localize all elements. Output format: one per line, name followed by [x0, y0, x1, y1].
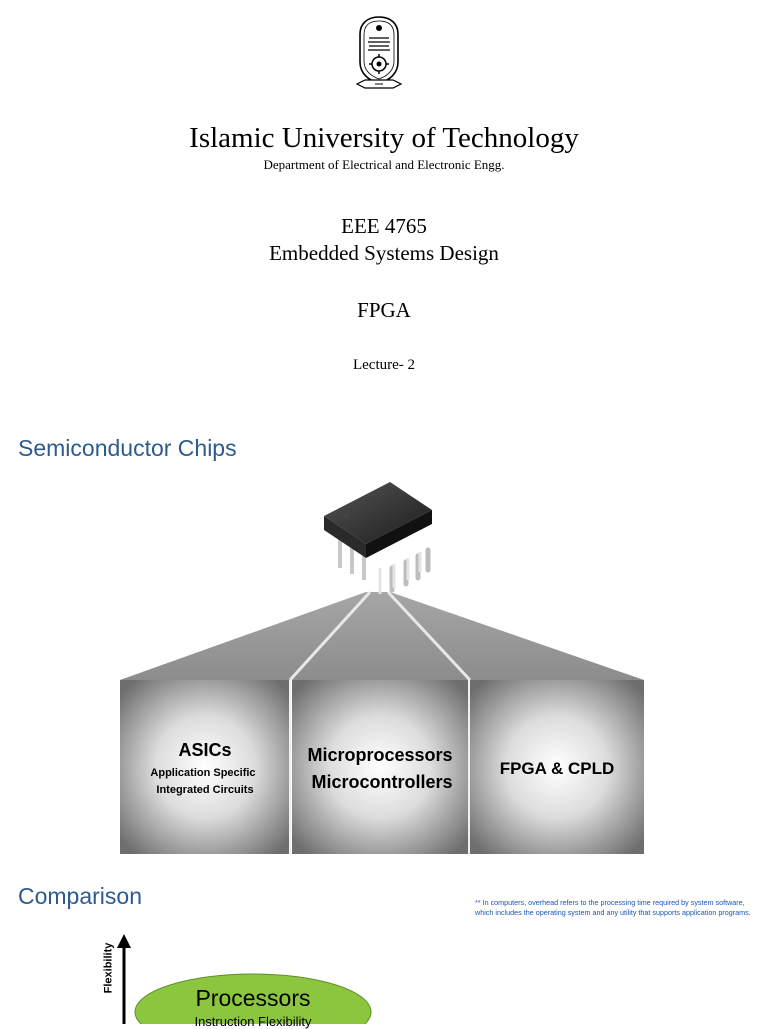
- microprocessors-box: [292, 680, 468, 854]
- comparison-diagram: [0, 870, 768, 1024]
- lecture-number: Lecture- 2: [352, 357, 416, 373]
- ic-chip-icon: [324, 482, 432, 594]
- university-name: Islamic University of Technology: [189, 122, 579, 154]
- course-name: Embedded Systems Design: [269, 241, 499, 265]
- asics-title: ASICs: [178, 740, 232, 760]
- processors-title: Processors: [195, 985, 311, 1011]
- comparison-slide: [0, 870, 768, 1029]
- comparison-heading: Comparison: [18, 883, 142, 909]
- microprocessors-label: Microprocessors: [307, 745, 453, 765]
- connector-fan: [120, 592, 644, 680]
- chip-diagram: [0, 418, 768, 868]
- department-name: Department of Electrical and Electronic Engg.: [263, 157, 505, 172]
- microcontrollers-label: Microcontrollers: [311, 772, 453, 792]
- flexibility-axis-label: Flexibility: [102, 942, 115, 994]
- semiconductor-chips-slide: [0, 418, 768, 868]
- university-crest-icon: [353, 14, 405, 94]
- arrow-up-icon: [117, 934, 131, 948]
- fpga-cpld-label: FPGA & CPLD: [499, 759, 615, 778]
- asics-subtitle-line1: Application Specific: [150, 767, 256, 779]
- processors-subtitle: Instruction Flexibility: [194, 1014, 312, 1029]
- asics-subtitle-line2: Integrated Circuits: [156, 784, 254, 796]
- course-code: EEE 4765: [341, 214, 427, 238]
- title-slide: [0, 0, 768, 400]
- lecture-topic: FPGA: [357, 298, 411, 322]
- chips-heading: Semiconductor Chips: [18, 435, 237, 461]
- overhead-footnote: ** In computers, overhead refers to the processing time required by system software, which includes the operating system and any utility that supports application programs.: [475, 898, 751, 917]
